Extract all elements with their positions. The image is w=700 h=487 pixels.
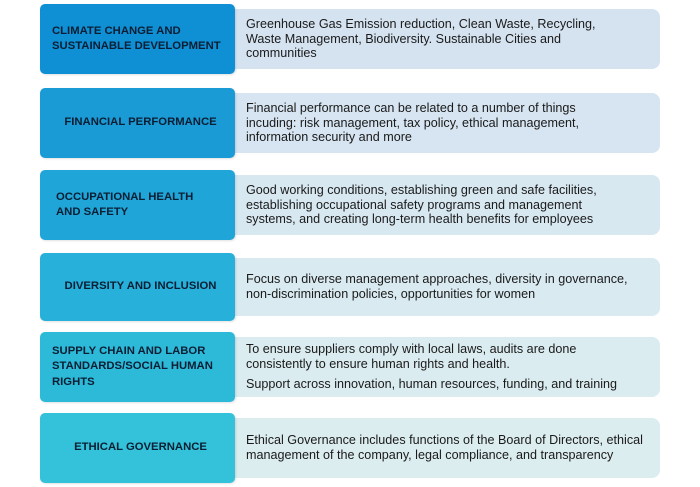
- topic-description-box: [228, 175, 660, 235]
- topic-label-text: ETHICAL GOVERNANCE: [74, 441, 207, 454]
- topic-description-text: Good working conditions, establishing green and safe facilities, establishing occupational safety programs and management systems, and creating long-term health benefits for employees: [246, 183, 597, 227]
- topic-label-box: [40, 413, 235, 483]
- topic-label-box: [40, 4, 235, 74]
- topic-description-text: Support across innovation, human resources, funding, and training: [246, 377, 618, 392]
- topic-description-box: [228, 93, 660, 153]
- topic-description-text: Focus on diverse management approaches, diversity in governance, non-discrimination policies, opportunities for women: [246, 272, 628, 301]
- topic-description-text: Greenhouse Gas Emission reduction, Clean Waste, Recycling, Waste Management, Biodiversity. Sustainable Cities and communities: [246, 17, 596, 61]
- topic-label-box: [40, 332, 235, 402]
- topic-label-box: [40, 170, 235, 240]
- topic-row-diversity: [40, 253, 660, 321]
- topic-row-climate: [40, 4, 660, 74]
- topic-row-ethical-governance: [40, 413, 660, 483]
- topic-description-text: Ethical Governance includes functions of the Board of Directors, ethical management of the company, legal compliance, and transparency: [246, 433, 643, 462]
- topic-row-financial: [40, 88, 660, 158]
- topic-description-box: [228, 258, 660, 316]
- topic-label-box: [40, 253, 235, 321]
- topic-label-text: OCCUPATIONAL HEALTH AND SAFETY: [56, 190, 194, 218]
- topic-description-text: To ensure suppliers comply with local laws, audits are done consistently to ensure human rights and health.: [246, 342, 577, 371]
- topic-description-box: [228, 9, 660, 69]
- topic-label-text: SUPPLY CHAIN AND LABOR STANDARDS/SOCIAL HUMAN RIGHTS: [52, 344, 213, 388]
- topic-label-text: DIVERSITY AND INCLUSION: [64, 280, 217, 293]
- topic-description-text: Financial performance can be related to a number of things incuding: risk management, tax policy, ethical management, information security and more: [246, 101, 579, 145]
- topic-row-health-safety: [40, 170, 660, 240]
- topic-label-text: FINANCIAL PERFORMANCE: [64, 116, 217, 129]
- topic-description-box: [228, 418, 660, 478]
- topic-description-box: [228, 337, 660, 397]
- topic-label-box: [40, 88, 235, 158]
- topic-row-supply-chain: [40, 332, 660, 402]
- topic-label-text: CLIMATE CHANGE AND SUSTAINABLE DEVELOPMENT: [52, 24, 221, 52]
